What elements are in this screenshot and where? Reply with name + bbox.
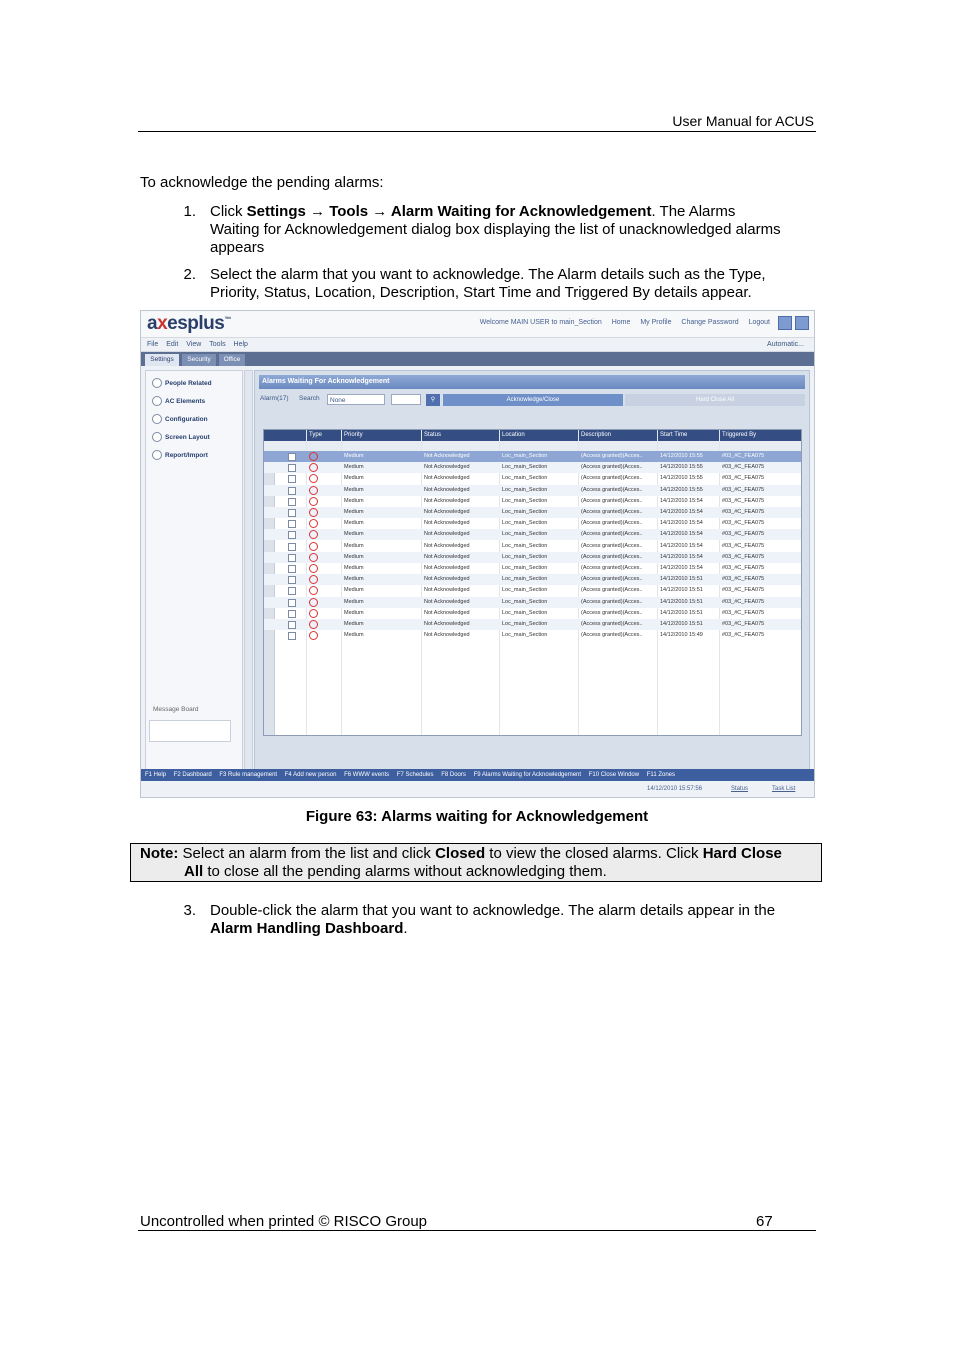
cell-priority: Medium	[344, 565, 364, 571]
note-line-1	[140, 845, 782, 863]
cell-location: Loc_main_Section	[502, 475, 548, 482]
cell-priority: Medium	[344, 464, 364, 471]
chevron-down-icon	[152, 432, 162, 442]
cell-by: #03_#C_FEA075	[722, 464, 765, 471]
table-row[interactable]	[264, 630, 801, 641]
chevron-down-icon	[152, 414, 162, 424]
fkey-f10[interactable]: F10 Close Window	[588, 772, 640, 778]
row-checkbox[interactable]	[288, 475, 296, 483]
col-type[interactable]: Type	[309, 432, 323, 438]
chevron-down-icon	[152, 396, 162, 406]
row-checkbox[interactable]	[288, 621, 296, 629]
cell-status: Not Acknowledged	[424, 621, 470, 627]
header-rule	[138, 131, 816, 132]
cell-time: 14/12/2010 15:55	[660, 486, 703, 493]
note-text-1: Select an alarm from the list and click	[178, 845, 436, 862]
cell-time: 14/12/2010 15:54	[660, 542, 703, 549]
panel-title: Alarms Waiting For Acknowledgement	[259, 375, 805, 389]
cell-status: Not Acknowledged	[424, 542, 470, 549]
fkey-f3[interactable]: F3 Rule management	[219, 772, 278, 778]
alarms-panel	[254, 370, 810, 770]
cell-status: Not Acknowledged	[424, 587, 470, 594]
table-row[interactable]	[264, 473, 801, 484]
cell-by: #03_#C_FEA075	[722, 520, 765, 527]
note-closed: Closed	[435, 845, 486, 862]
menu-edit[interactable]: Edit	[166, 341, 179, 348]
table-row[interactable]	[264, 529, 801, 540]
row-checkbox[interactable]	[288, 464, 296, 472]
welcome-text: Welcome MAIN USER to main_Section	[479, 319, 602, 326]
row-checkbox[interactable]	[288, 520, 296, 528]
cell-priority: Medium	[344, 453, 364, 459]
cell-time: 14/12/2010 15:51	[660, 598, 703, 605]
alarm-type-icon	[309, 519, 318, 528]
tab-settings[interactable]: Settings	[145, 354, 179, 366]
status-link[interactable]: Status	[731, 786, 749, 792]
cell-location: Loc_main_Section	[502, 520, 548, 527]
cell-location: Loc_main_Section	[502, 453, 548, 459]
task-list-link[interactable]: Task List	[772, 786, 796, 792]
chevron-down-icon	[152, 450, 162, 460]
cell-location: Loc_main_Section	[502, 464, 548, 471]
fkey-f9[interactable]: F9 Alarms Waiting for Acknowledgement	[473, 772, 582, 778]
cell-time: 14/12/2010 15:51	[660, 621, 703, 627]
row-checkbox[interactable]	[288, 565, 296, 573]
row-checkbox[interactable]	[288, 453, 296, 461]
cell-time: 14/12/2010 15:54	[660, 509, 703, 515]
cell-priority: Medium	[344, 531, 364, 538]
tab-office[interactable]: Office	[219, 354, 245, 366]
alarm-type-icon	[309, 463, 318, 472]
fkey-f1[interactable]: F1 Help	[145, 772, 167, 778]
logout-link[interactable]: Logout	[748, 319, 770, 326]
cell-by: #03_#C_FEA075	[722, 453, 765, 459]
cell-priority: Medium	[344, 520, 364, 527]
cell-location: Loc_main_Section	[502, 553, 548, 560]
step-1-line-2: Waiting for Acknowledgement dialog box displaying the list of unacknowledged alarms	[210, 221, 781, 238]
cell-status: Not Acknowledged	[424, 453, 470, 459]
row-checkbox[interactable]	[288, 610, 296, 618]
cell-priority: Medium	[344, 587, 364, 594]
table-row[interactable]	[264, 574, 801, 585]
cell-priority: Medium	[344, 609, 364, 616]
row-checkbox[interactable]	[288, 509, 296, 517]
alarm-type-icon	[309, 553, 318, 562]
cell-location: Loc_main_Section	[502, 587, 548, 594]
cell-description: (Access granted)(Acces..	[581, 621, 643, 627]
minimize-icon[interactable]	[778, 316, 792, 330]
table-row[interactable]	[264, 485, 801, 496]
note-hard-close: Hard Close	[702, 845, 782, 862]
step-1-menu-item: Alarm Waiting for Acknowledgement	[390, 203, 652, 220]
table-row[interactable]	[264, 619, 801, 630]
cell-time: 14/12/2010 15:54	[660, 520, 703, 527]
table-row[interactable]	[264, 563, 801, 574]
cell-priority: Medium	[344, 598, 364, 605]
row-checkbox[interactable]	[288, 587, 296, 595]
cell-status: Not Acknowledged	[424, 565, 470, 571]
step-1-number: 1.	[183, 203, 196, 220]
menu-tools[interactable]: Tools	[209, 341, 226, 348]
my-profile-link[interactable]: My Profile	[640, 319, 672, 326]
row-checkbox[interactable]	[288, 632, 296, 640]
nav-report-import[interactable]: Report/Import	[152, 449, 208, 463]
cell-location: Loc_main_Section	[502, 565, 548, 571]
footer-text: Uncontrolled when printed © RISCO Group	[140, 1213, 428, 1230]
cell-priority: Medium	[344, 576, 364, 583]
cell-by: #03_#C_FEA075	[722, 609, 765, 616]
filter-row	[259, 393, 805, 407]
cell-status: Not Acknowledged	[424, 509, 470, 515]
table-row[interactable]	[264, 597, 801, 608]
cell-time: 14/12/2010 15:54	[660, 565, 703, 571]
col-triggered-by[interactable]: Triggered By	[722, 432, 757, 438]
top-links	[472, 319, 770, 326]
cell-description: (Access granted)(Acces..	[581, 453, 643, 459]
cell-status: Not Acknowledged	[424, 553, 470, 560]
fkey-f8[interactable]: F8 Doors	[441, 772, 466, 778]
alarm-type-icon	[309, 452, 318, 461]
alarm-type-icon	[309, 620, 318, 629]
cell-description: (Access granted)(Acces..	[581, 576, 643, 583]
cell-by: #03_#C_FEA075	[722, 475, 765, 482]
row-checkbox[interactable]	[288, 599, 296, 607]
col-description[interactable]: Description	[581, 432, 612, 438]
step-2-line-2: Priority, Status, Location, Description, Start Time and Triggered By details appear.	[210, 284, 752, 301]
cell-status: Not Acknowledged	[424, 609, 470, 616]
status-bar	[141, 782, 814, 797]
col-location[interactable]: Location	[502, 432, 525, 438]
search-input[interactable]	[391, 394, 421, 405]
nav-configuration[interactable]: Configuration	[152, 413, 208, 427]
step-1-line-1	[210, 203, 735, 221]
cell-by: #03_#C_FEA075	[722, 565, 765, 571]
function-key-bar	[141, 769, 814, 781]
cell-description: (Access granted)(Acces..	[581, 509, 643, 515]
panel-splitter[interactable]	[244, 370, 253, 770]
cell-priority: Medium	[344, 632, 364, 639]
cell-priority: Medium	[344, 509, 364, 515]
status-datetime: 14/12/2010 15:57:56	[647, 786, 703, 792]
alarm-type-icon	[309, 486, 318, 495]
alarm-type-icon	[309, 631, 318, 640]
alarm-type-icon	[309, 497, 318, 506]
cell-status: Not Acknowledged	[424, 520, 470, 527]
cell-time: 14/12/2010 15:54	[660, 497, 703, 504]
alarm-type-icon	[309, 575, 318, 584]
cell-location: Loc_main_Section	[502, 621, 548, 627]
cell-time: 14/12/2010 15:51	[660, 609, 703, 616]
fkey-f2[interactable]: F2 Dashboard	[173, 772, 212, 778]
cell-by: #03_#C_FEA075	[722, 542, 765, 549]
menu-bar	[141, 338, 814, 352]
cell-description: (Access granted)(Acces..	[581, 486, 643, 493]
cell-description: (Access granted)(Acces..	[581, 632, 643, 639]
search-icon[interactable]: ⚲	[426, 394, 440, 406]
grid-header	[264, 430, 801, 441]
row-checkbox[interactable]	[288, 487, 296, 495]
step-2-line-1: Select the alarm that you want to acknowledge. The Alarm details such as the Type,	[210, 266, 766, 283]
step-1-line-3: appears	[210, 239, 265, 256]
alarm-type-icon	[309, 609, 318, 618]
cell-description: (Access granted)(Acces..	[581, 609, 643, 616]
cell-status: Not Acknowledged	[424, 475, 470, 482]
home-link[interactable]: Home	[611, 319, 631, 326]
tab-strip	[141, 352, 814, 366]
cell-description: (Access granted)(Acces..	[581, 553, 643, 560]
cell-by: #03_#C_FEA075	[722, 497, 765, 504]
nav-screen-layout[interactable]: Screen Layout	[152, 431, 210, 445]
cell-priority: Medium	[344, 486, 364, 493]
acknowledge-close-button[interactable]: Acknowledge/Close	[443, 394, 623, 406]
intro-text: To acknowledge the pending alarms:	[140, 174, 384, 191]
note-text-2: to view the closed alarms. Click	[485, 845, 703, 862]
step-1-tools: Tools	[329, 203, 369, 220]
table-row[interactable]	[264, 451, 801, 462]
alarm-type-icon	[309, 598, 318, 607]
col-priority[interactable]: Priority	[344, 432, 363, 438]
search-label: Search	[299, 395, 320, 402]
step-1-settings: Settings	[246, 203, 306, 220]
alarm-type-icon	[309, 586, 318, 595]
cell-by: #03_#C_FEA075	[722, 553, 765, 560]
cell-priority: Medium	[344, 542, 364, 549]
cell-time: 14/12/2010 15:54	[660, 531, 703, 538]
cell-status: Not Acknowledged	[424, 598, 470, 605]
row-checkbox[interactable]	[288, 531, 296, 539]
cell-description: (Access granted)(Acces..	[581, 565, 643, 571]
cell-location: Loc_main_Section	[502, 542, 548, 549]
cell-by: #03_#C_FEA075	[722, 486, 765, 493]
cell-by: #03_#C_FEA075	[722, 531, 765, 538]
message-board-box[interactable]	[149, 720, 231, 742]
cell-description: (Access granted)(Acces..	[581, 531, 643, 538]
page-number: 67	[756, 1213, 773, 1230]
alarm-count: Alarm(17)	[260, 395, 289, 402]
step-3-suffix: .	[403, 920, 408, 937]
cell-description: (Access granted)(Acces..	[581, 497, 643, 504]
table-row[interactable]	[264, 518, 801, 529]
hard-close-all-button[interactable]: Hard Close All	[625, 394, 805, 406]
cell-priority: Medium	[344, 497, 364, 504]
cell-location: Loc_main_Section	[502, 486, 548, 493]
cell-time: 14/12/2010 15:55	[660, 453, 703, 459]
alarm-type-icon	[309, 508, 318, 517]
cell-by: #03_#C_FEA075	[722, 598, 765, 605]
col-status[interactable]: Status	[424, 432, 442, 438]
cell-description: (Access granted)(Acces..	[581, 598, 643, 605]
cell-location: Loc_main_Section	[502, 632, 548, 639]
alarm-type-icon	[309, 564, 318, 573]
cell-time: 14/12/2010 15:49	[660, 632, 703, 639]
fkey-f7[interactable]: F7 Schedules	[396, 772, 434, 778]
step-1-prefix: Click	[210, 203, 247, 220]
row-checkbox[interactable]	[288, 543, 296, 551]
step-1-suffix: . The Alarms	[651, 203, 736, 220]
cell-location: Loc_main_Section	[502, 576, 548, 583]
automatic-link[interactable]: Automatic...	[767, 341, 804, 348]
cell-location: Loc_main_Section	[502, 598, 548, 605]
step-3-line-1: Double-click the alarm that you want to acknowledge. The alarm details appear in the	[210, 902, 776, 919]
step-3-number: 3.	[183, 902, 196, 919]
alarms-screenshot	[140, 310, 815, 798]
alarm-type-icon	[309, 530, 318, 539]
cell-time: 14/12/2010 15:55	[660, 464, 703, 471]
note-line-2	[184, 863, 607, 881]
note-label: Note:	[140, 845, 179, 862]
cell-by: #03_#C_FEA075	[722, 632, 765, 639]
table-row[interactable]	[264, 552, 801, 563]
cell-by: #03_#C_FEA075	[722, 587, 765, 594]
cell-description: (Access granted)(Acces..	[581, 542, 643, 549]
nav-people-related[interactable]: People Related	[152, 377, 212, 391]
cell-description: (Access granted)(Acces..	[581, 520, 643, 527]
cell-location: Loc_main_Section	[502, 531, 548, 538]
step-2-number: 2.	[183, 266, 196, 283]
cell-time: 14/12/2010 15:54	[660, 553, 703, 560]
cell-description: (Access granted)(Acces..	[581, 587, 643, 594]
change-password-link[interactable]: Change Password	[681, 319, 739, 326]
row-checkbox[interactable]	[288, 554, 296, 562]
fkey-f11[interactable]: F11 Zones	[646, 772, 676, 778]
footer-rule	[138, 1230, 816, 1231]
alarm-type-icon	[309, 542, 318, 551]
cell-time: 14/12/2010 15:55	[660, 475, 703, 482]
cell-status: Not Acknowledged	[424, 632, 470, 639]
alarms-grid	[263, 429, 802, 736]
note-text-3: to close all the pending alarms without acknowledging them.	[203, 863, 607, 880]
page-header-title: User Manual for ACUS	[672, 113, 814, 129]
fkey-f4[interactable]: F4 Add new person	[284, 772, 337, 778]
menu-help[interactable]: Help	[233, 341, 248, 348]
table-row[interactable]	[264, 496, 801, 507]
cell-status: Not Acknowledged	[424, 531, 470, 538]
cell-description: (Access granted)(Acces..	[581, 464, 643, 471]
cell-description: (Access granted)(Acces..	[581, 475, 643, 482]
table-row[interactable]	[264, 585, 801, 596]
cell-location: Loc_main_Section	[502, 609, 548, 616]
cell-priority: Medium	[344, 475, 364, 482]
nav-ac-elements[interactable]: AC Elements	[152, 395, 205, 409]
table-row[interactable]	[264, 608, 801, 619]
cell-by: #03_#C_FEA075	[722, 509, 765, 515]
cell-time: 14/12/2010 15:51	[660, 576, 703, 583]
row-checkbox[interactable]	[288, 576, 296, 584]
cell-by: #03_#C_FEA075	[722, 621, 765, 627]
chevron-down-icon	[152, 378, 162, 388]
menu-file[interactable]: File	[147, 341, 159, 348]
message-board-label: Message Board	[153, 706, 199, 713]
alarm-type-icon	[309, 474, 318, 483]
step-1-arrow-2: →	[368, 203, 391, 220]
table-row[interactable]	[264, 541, 801, 552]
col-start-time[interactable]: Start Time	[660, 432, 688, 438]
cell-status: Not Acknowledged	[424, 576, 470, 583]
row-checkbox[interactable]	[288, 498, 296, 506]
table-row[interactable]	[264, 462, 801, 473]
cell-priority: Medium	[344, 621, 364, 627]
axesplus-logo: axesplus™	[147, 313, 231, 334]
table-row[interactable]	[264, 507, 801, 518]
cell-status: Not Acknowledged	[424, 497, 470, 504]
tab-security[interactable]: Security	[182, 354, 216, 366]
cell-status: Not Acknowledged	[424, 464, 470, 471]
cell-status: Not Acknowledged	[424, 486, 470, 493]
step-1-arrow-1: →	[305, 203, 330, 220]
note-all: All	[184, 863, 204, 880]
cell-location: Loc_main_Section	[502, 497, 548, 504]
figure-caption: Figure 63: Alarms waiting for Acknowledgement	[305, 808, 649, 825]
close-icon[interactable]	[795, 316, 809, 330]
menu-view[interactable]: View	[186, 341, 202, 348]
search-select[interactable]: None	[327, 394, 385, 405]
step-3-dashboard: Alarm Handling Dashboard	[210, 920, 404, 937]
cell-priority: Medium	[344, 553, 364, 560]
cell-by: #03_#C_FEA075	[722, 576, 765, 583]
fkey-f6[interactable]: F6 WWW events	[344, 772, 390, 778]
cell-time: 14/12/2010 15:51	[660, 587, 703, 594]
cell-location: Loc_main_Section	[502, 509, 548, 515]
step-3-line-2	[210, 920, 408, 938]
app-topbar	[141, 311, 814, 338]
